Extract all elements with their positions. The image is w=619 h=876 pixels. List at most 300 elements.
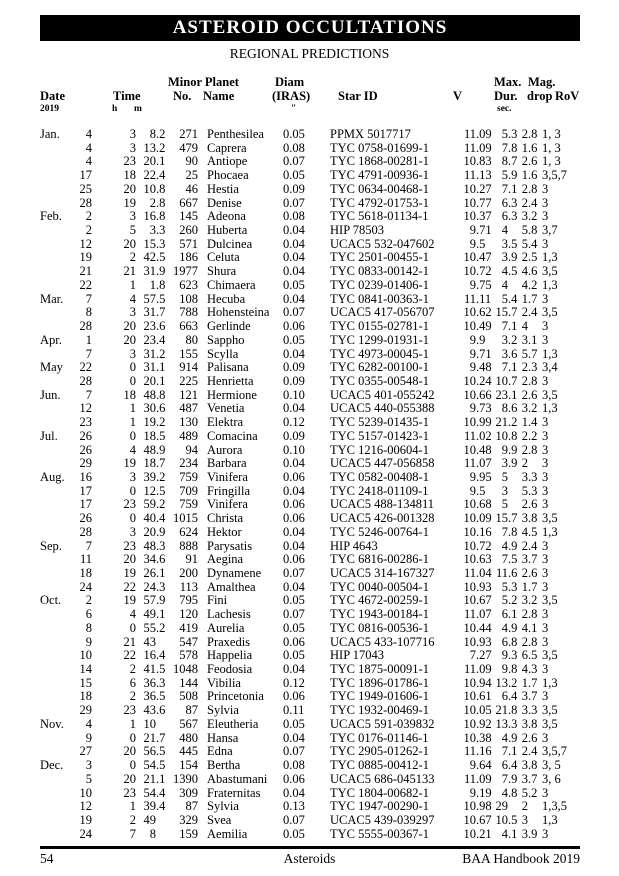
- cell-dur-frac: [508, 224, 518, 238]
- cell-drop-frac: .7: [528, 771, 538, 786]
- table-row: [40, 402, 580, 416]
- cell-time-m-int: 31: [143, 346, 156, 361]
- table-row: [40, 485, 580, 499]
- cell-v-frac: .72: [476, 264, 492, 279]
- table-row: [40, 155, 580, 169]
- cell-dur-frac: [508, 800, 518, 814]
- cell-month: [40, 704, 76, 718]
- cell-time-m-int: 2: [149, 195, 156, 210]
- cell-diam: 0.07: [283, 566, 305, 580]
- cell-minor-planet-no: 759: [179, 497, 198, 512]
- cell-star-id: UCAC5 433-107716: [330, 634, 435, 649]
- cell-dur-int: 4: [501, 730, 508, 745]
- cell-time-m-int: 18: [143, 428, 156, 443]
- cell-day: 26: [79, 442, 92, 457]
- cell-minor-planet-name: Parysatis: [207, 538, 253, 553]
- cell-dur-frac: .9: [508, 620, 518, 635]
- cell-time-h: 2: [129, 812, 136, 827]
- table-row: [40, 320, 580, 334]
- cell-time-h: 21: [123, 634, 136, 649]
- cell-time-m-int: 12: [143, 483, 156, 498]
- cell-drop-int: 4: [521, 319, 528, 334]
- cell-v-frac: .05: [476, 703, 492, 718]
- cell-time-m-int: 1: [149, 277, 156, 292]
- cell-time-m-int: 48: [143, 442, 156, 457]
- cell-dur-frac: .8: [508, 428, 518, 443]
- cell-v-int: 10: [463, 250, 476, 265]
- cell-dur-frac: .3: [508, 127, 518, 141]
- cell-time-m-int: 42: [143, 250, 156, 265]
- cell-drop-frac: .8: [528, 607, 538, 622]
- cell-v-frac: .77: [476, 195, 492, 210]
- cell-v-int: 10: [463, 716, 476, 731]
- cell-time-m-frac: .5: [156, 428, 166, 443]
- table-row: [40, 636, 580, 650]
- cell-time-m-frac: .2: [156, 127, 166, 141]
- cell-time-m-int: 36: [143, 689, 156, 704]
- cell-time-m-int: 36: [143, 675, 156, 690]
- cell-rov: 3,7: [542, 223, 558, 238]
- cell-minor-planet-no: 154: [179, 758, 198, 773]
- cell-dur-int: 3: [501, 456, 508, 471]
- cell-v-frac: .44: [476, 620, 492, 635]
- cell-diam: 0.07: [283, 195, 305, 210]
- cell-time-h: 18: [123, 387, 136, 402]
- cell-minor-planet-no: 489: [179, 428, 198, 443]
- cell-dur-int: 21: [495, 703, 508, 718]
- cell-star-id: TYC 2418-01109-1: [330, 483, 429, 498]
- cell-drop-frac: .7: [528, 552, 538, 567]
- cell-time-h: 3: [129, 140, 136, 155]
- cell-time-h: 22: [123, 648, 136, 663]
- cell-v-int: 10: [463, 634, 476, 649]
- cell-dur-int: 4: [501, 826, 508, 841]
- cell-v-frac: .27: [476, 648, 492, 663]
- cell-time-h: 4: [129, 442, 136, 457]
- table-row: [40, 416, 580, 430]
- cell-minor-planet-name: Hohensteina: [207, 305, 270, 320]
- cell-drop-frac: .6: [528, 566, 538, 580]
- cell-v-frac: .19: [476, 785, 492, 800]
- cell-month: [40, 787, 76, 801]
- cell-v-int: 10: [463, 264, 476, 279]
- cell-time-m-int: 55: [143, 620, 156, 635]
- cell-star-id: TYC 1949-01606-1: [330, 689, 429, 704]
- cell-diam: 0.04: [283, 250, 305, 265]
- table-row: [40, 800, 580, 814]
- cell-v-int: 10: [463, 305, 476, 320]
- cell-diam: 0.04: [283, 291, 305, 306]
- cell-drop-frac: .2: [528, 593, 538, 608]
- cell-diam: 0.06: [283, 511, 305, 526]
- cell-day: 12: [79, 799, 92, 814]
- cell-v-frac: .93: [476, 634, 492, 649]
- cell-v-int: 10: [463, 195, 476, 210]
- cell-drop-frac: .2: [528, 209, 538, 224]
- cell-star-id: TYC 1804-00682-1: [330, 785, 429, 800]
- table-row: [40, 430, 580, 444]
- cell-minor-planet-name: Amalthea: [207, 579, 256, 594]
- cell-month: Feb.: [40, 209, 62, 224]
- table-row: [40, 567, 580, 581]
- header-sec: sec.: [497, 104, 512, 114]
- cell-minor-planet-name: Hecuba: [207, 291, 246, 306]
- cell-minor-planet-name: Bertha: [207, 758, 241, 773]
- cell-minor-planet-name: Feodosia: [207, 662, 253, 677]
- cell-dur-int: 3: [501, 236, 508, 251]
- table-row: [40, 457, 580, 471]
- header-dur: Dur.: [494, 89, 518, 103]
- cell-minor-planet-no: 623: [179, 277, 198, 292]
- cell-drop-int: 5: [521, 785, 528, 800]
- cell-time-m-int: 21: [143, 771, 156, 786]
- cell-star-id: UCAC5 591-039832: [330, 716, 435, 731]
- cell-drop-int: 3: [521, 332, 528, 347]
- cell-star-id: TYC 1875-00091-1: [330, 662, 429, 677]
- cell-v-int: 10: [463, 538, 476, 553]
- table-row: [40, 622, 580, 636]
- cell-time-m-int: 23: [143, 332, 156, 347]
- cell-star-id: UCAC5 440-055388: [330, 401, 435, 416]
- cell-dur-frac: .4: [508, 291, 518, 306]
- cell-month: [40, 814, 76, 828]
- cell-diam: 0.04: [283, 236, 305, 251]
- cell-dur-frac: .2: [508, 593, 518, 608]
- cell-time-m-frac: .3: [156, 675, 166, 690]
- cell-star-id: UCAC5 314-167327: [330, 566, 435, 580]
- cell-time-m-frac: .1: [156, 360, 166, 375]
- cell-day: 15: [79, 675, 92, 690]
- cell-drop-frac: .7: [528, 689, 538, 704]
- cell-rov: 3,5,7: [542, 168, 567, 183]
- cell-rov: 3: [542, 552, 549, 567]
- cell-day: 28: [79, 373, 92, 388]
- cell-minor-planet-name: Lachesis: [207, 607, 251, 622]
- cell-rov: 3: [542, 442, 549, 457]
- cell-time-h: 3: [129, 469, 136, 484]
- cell-month: [40, 197, 76, 211]
- cell-star-id: TYC 5157-01423-1: [330, 428, 429, 443]
- table-row: [40, 663, 580, 677]
- cell-dur-frac: .1: [508, 607, 518, 622]
- table-row: [40, 238, 580, 252]
- cell-minor-planet-name: Scylla: [207, 346, 239, 361]
- cell-dur-frac: .3: [508, 209, 518, 224]
- cell-drop-int: 1: [521, 415, 528, 430]
- cell-v-frac: .61: [476, 689, 492, 704]
- cell-v-frac: .95: [476, 469, 492, 484]
- cell-v-frac: .04: [476, 566, 492, 580]
- cell-rov: 3: [542, 332, 549, 347]
- cell-drop-frac: .5: [528, 250, 538, 265]
- cell-rov: 3,5: [542, 511, 558, 526]
- cell-time-h: 18: [123, 168, 136, 183]
- cell-dur-int: 10: [495, 812, 508, 827]
- cell-v-int: 11: [463, 662, 476, 677]
- cell-time-m-int: 49: [143, 812, 156, 827]
- cell-time-m-frac: .2: [156, 140, 166, 155]
- cell-minor-planet-no: 578: [179, 648, 198, 663]
- cell-star-id: HIP 17043: [330, 648, 385, 663]
- cell-rov: 3: [542, 291, 549, 306]
- cell-star-id: UCAC5 401-055242: [330, 387, 435, 402]
- cell-drop-frac: [528, 800, 540, 814]
- cell-star-id: PPMX 5017717: [330, 127, 411, 141]
- cell-v-int: 11: [463, 566, 476, 580]
- cell-v-int: 10: [463, 675, 476, 690]
- cell-minor-planet-name: Fringilla: [207, 483, 251, 498]
- cell-time-m-frac: .9: [156, 264, 166, 279]
- cell-time-h: 2: [129, 250, 136, 265]
- cell-month: [40, 526, 76, 540]
- cell-star-id: TYC 0841-00363-1: [330, 291, 429, 306]
- cell-dur-frac: .8: [508, 662, 518, 677]
- cell-minor-planet-no: 130: [179, 415, 198, 430]
- cell-day: 10: [79, 785, 92, 800]
- cell-diam: 0.07: [283, 154, 305, 169]
- cell-drop-frac: .2: [528, 785, 538, 800]
- cell-dur-frac: .1: [508, 319, 518, 334]
- cell-time-m-int: 48: [143, 387, 156, 402]
- cell-rov: 3: [542, 566, 549, 580]
- cell-minor-planet-name: Henrietta: [207, 373, 254, 388]
- cell-v-frac: .63: [476, 552, 492, 567]
- cell-month: [40, 320, 76, 334]
- cell-time-h: 3: [129, 524, 136, 539]
- table-row: [40, 787, 580, 801]
- cell-drop-int: 5: [521, 346, 528, 361]
- table-row: [40, 375, 580, 389]
- cell-v-frac: .37: [476, 209, 492, 224]
- cell-day: 24: [79, 579, 92, 594]
- cell-minor-planet-name: Aemilia: [207, 826, 248, 841]
- cell-diam: 0.05: [283, 127, 305, 141]
- cell-drop-frac: .3: [528, 703, 538, 718]
- cell-v-frac: .64: [476, 758, 492, 773]
- cell-rov: 3,5: [542, 716, 558, 731]
- cell-v-int: 9: [469, 360, 476, 375]
- cell-time-m-frac: [156, 814, 170, 828]
- cell-time-h: 19: [123, 195, 136, 210]
- header-time: Time: [113, 89, 141, 103]
- cell-time-h: 7: [129, 826, 136, 841]
- cell-month: [40, 183, 76, 197]
- cell-star-id: TYC 4792-01753-1: [330, 195, 429, 210]
- cell-minor-planet-name: Vinifera: [207, 497, 248, 512]
- cell-dur-frac: .4: [508, 689, 518, 704]
- cell-drop-int: 5: [521, 236, 528, 251]
- cell-dur-frac: [508, 471, 518, 485]
- cell-month: [40, 649, 76, 663]
- cell-drop-int: 5: [521, 223, 528, 238]
- cell-star-id: HIP 4643: [330, 538, 378, 553]
- cell-time-m-frac: .4: [156, 648, 166, 663]
- cell-time-m-frac: .1: [156, 771, 166, 786]
- cell-day: 6: [85, 607, 92, 622]
- cell-drop-int: 3: [521, 812, 528, 827]
- cell-dur-frac: .3: [508, 195, 518, 210]
- cell-minor-planet-name: Denise: [207, 195, 242, 210]
- cell-time-m-frac: .8: [156, 277, 166, 292]
- table-row: [40, 594, 580, 608]
- cell-time-m-frac: [156, 636, 170, 650]
- cell-minor-planet-no: 1048: [173, 662, 198, 677]
- cell-v-frac: .72: [476, 538, 492, 553]
- cell-minor-planet-name: Venetia: [207, 401, 245, 416]
- cell-drop-frac: [528, 814, 540, 828]
- cell-day: 19: [79, 812, 92, 827]
- cell-drop-int: 5: [521, 483, 528, 498]
- cell-star-id: TYC 4672-00259-1: [330, 593, 429, 608]
- cell-v-frac: .47: [476, 250, 492, 265]
- cell-time-m-int: 10: [143, 716, 156, 731]
- cell-time-h: 22: [123, 579, 136, 594]
- cell-minor-planet-name: Fini: [207, 593, 228, 608]
- cell-minor-planet-name: Antiope: [207, 154, 248, 169]
- cell-month: Dec.: [40, 758, 64, 773]
- cell-month: [40, 224, 76, 238]
- cell-dur-frac: .8: [508, 703, 518, 718]
- cell-time-m-frac: .4: [156, 168, 166, 183]
- cell-minor-planet-name: Abastumani: [207, 771, 268, 786]
- header-max: Max.: [494, 75, 522, 89]
- cell-day: 5: [85, 771, 92, 786]
- cell-rov: 3: [542, 538, 549, 553]
- cell-drop-frac: .4: [528, 538, 538, 553]
- cell-star-id: TYC 1932-00469-1: [330, 703, 429, 718]
- cell-star-id: HIP 78503: [330, 223, 385, 238]
- cell-diam: 0.04: [283, 264, 305, 279]
- cell-time-m-int: 40: [143, 511, 156, 526]
- cell-drop-frac: .5: [528, 524, 538, 539]
- cell-day: 4: [85, 716, 92, 731]
- cell-time-h: 1: [129, 401, 136, 416]
- cell-dur-int: 6: [501, 607, 508, 622]
- cell-minor-planet-no: 113: [179, 579, 198, 594]
- cell-dur-int: 6: [501, 634, 508, 649]
- cell-time-m-int: 10: [143, 181, 156, 196]
- cell-month: [40, 608, 76, 622]
- cell-minor-planet-no: 624: [179, 524, 198, 539]
- cell-time-h: 0: [129, 428, 136, 443]
- cell-dur-int: 4: [501, 538, 508, 553]
- cell-dur-int: 5: [501, 168, 508, 183]
- cell-v-int: 11: [463, 291, 476, 306]
- cell-v-int: 9: [469, 236, 476, 251]
- cell-drop-frac: .1: [528, 332, 538, 347]
- cell-v-int: 10: [463, 319, 476, 334]
- cell-rov: 3: [542, 730, 549, 745]
- cell-time-h: 23: [123, 703, 136, 718]
- header-rov: RoV: [555, 89, 580, 103]
- cell-minor-planet-name: Shura: [207, 264, 237, 279]
- cell-star-id: TYC 1868-00281-1: [330, 154, 429, 169]
- cell-v-frac: .07: [476, 456, 492, 471]
- cell-dur-int: 5: [501, 579, 508, 594]
- cell-time-h: 3: [129, 305, 136, 320]
- cell-v-int: 9: [469, 346, 476, 361]
- cell-month: Aug.: [40, 469, 65, 484]
- cell-time-m-int: 56: [143, 744, 156, 759]
- cell-time-m-frac: .1: [156, 154, 166, 169]
- cell-time-m-frac: .2: [156, 346, 166, 361]
- cell-v-frac: .98: [476, 799, 492, 814]
- cell-dur-frac: .1: [508, 387, 518, 402]
- cell-v-frac: .92: [476, 716, 492, 731]
- cell-time-h: 3: [129, 209, 136, 224]
- cell-v-int: 10: [463, 415, 476, 430]
- cell-minor-planet-no: 788: [179, 305, 198, 320]
- cell-diam: 0.06: [283, 634, 305, 649]
- cell-drop-frac: .1: [528, 620, 538, 635]
- cell-time-m-frac: .5: [156, 758, 166, 773]
- cell-v-frac: .11: [476, 291, 492, 306]
- cell-rov: 3,5: [542, 648, 558, 663]
- cell-dur-int: 4: [501, 264, 508, 279]
- table-row: [40, 224, 580, 238]
- cell-time-m-int: 39: [143, 799, 156, 814]
- cell-month: [40, 553, 76, 567]
- cell-minor-planet-no: 225: [179, 373, 198, 388]
- title-bar: [40, 15, 580, 41]
- cell-dur-frac: .6: [508, 401, 518, 416]
- cell-minor-planet-name: Elektra: [207, 415, 244, 430]
- table-row: [40, 498, 580, 512]
- cell-dur-int: 6: [501, 689, 508, 704]
- cell-rov: 1,3: [542, 675, 558, 690]
- cell-v-frac: .71: [476, 223, 492, 238]
- cell-dur-int: 4: [501, 785, 508, 800]
- cell-rov: 3: [542, 319, 549, 334]
- cell-dur-int: 9: [501, 662, 508, 677]
- header-mag: Mag.: [528, 75, 556, 89]
- cell-month: [40, 402, 76, 416]
- cell-time-m-frac: .3: [156, 538, 166, 553]
- cell-day: 17: [79, 483, 92, 498]
- cell-drop-int: 1: [521, 168, 528, 183]
- cell-month: May: [40, 360, 63, 375]
- table-row: [40, 718, 580, 732]
- cell-diam: 0.05: [283, 168, 305, 183]
- cell-day: 27: [79, 744, 92, 759]
- cell-drop-int: 2: [521, 607, 528, 622]
- cell-dur-frac: .2: [508, 675, 518, 690]
- cell-time-h: 20: [123, 771, 136, 786]
- table-row: [40, 690, 580, 704]
- cell-time-h: 0: [129, 730, 136, 745]
- cell-rov: 3: [542, 826, 549, 841]
- cell-month: [40, 375, 76, 389]
- cell-star-id: TYC 2905-01262-1: [330, 744, 429, 759]
- cell-star-id: TYC 0816-00536-1: [330, 620, 429, 635]
- table-row: [40, 279, 580, 293]
- cell-time-m-int: 59: [143, 497, 156, 512]
- cell-time-m-int: 13: [143, 140, 156, 155]
- table-row: [40, 389, 580, 403]
- cell-dur-frac: .8: [508, 634, 518, 649]
- cell-drop-int: 2: [521, 360, 528, 375]
- cell-v-frac: .67: [476, 812, 492, 827]
- cell-minor-planet-no: 508: [179, 689, 198, 704]
- cell-dur-int: 7: [501, 319, 508, 334]
- cell-dur-int: 8: [501, 401, 508, 416]
- cell-rov: 3: [542, 634, 549, 649]
- cell-drop-int: 4: [521, 264, 528, 279]
- header-star-id: Star ID: [338, 89, 378, 103]
- cell-day: 7: [85, 387, 92, 402]
- cell-minor-planet-name: Aegina: [207, 552, 244, 567]
- cell-v-frac: .9: [476, 332, 486, 347]
